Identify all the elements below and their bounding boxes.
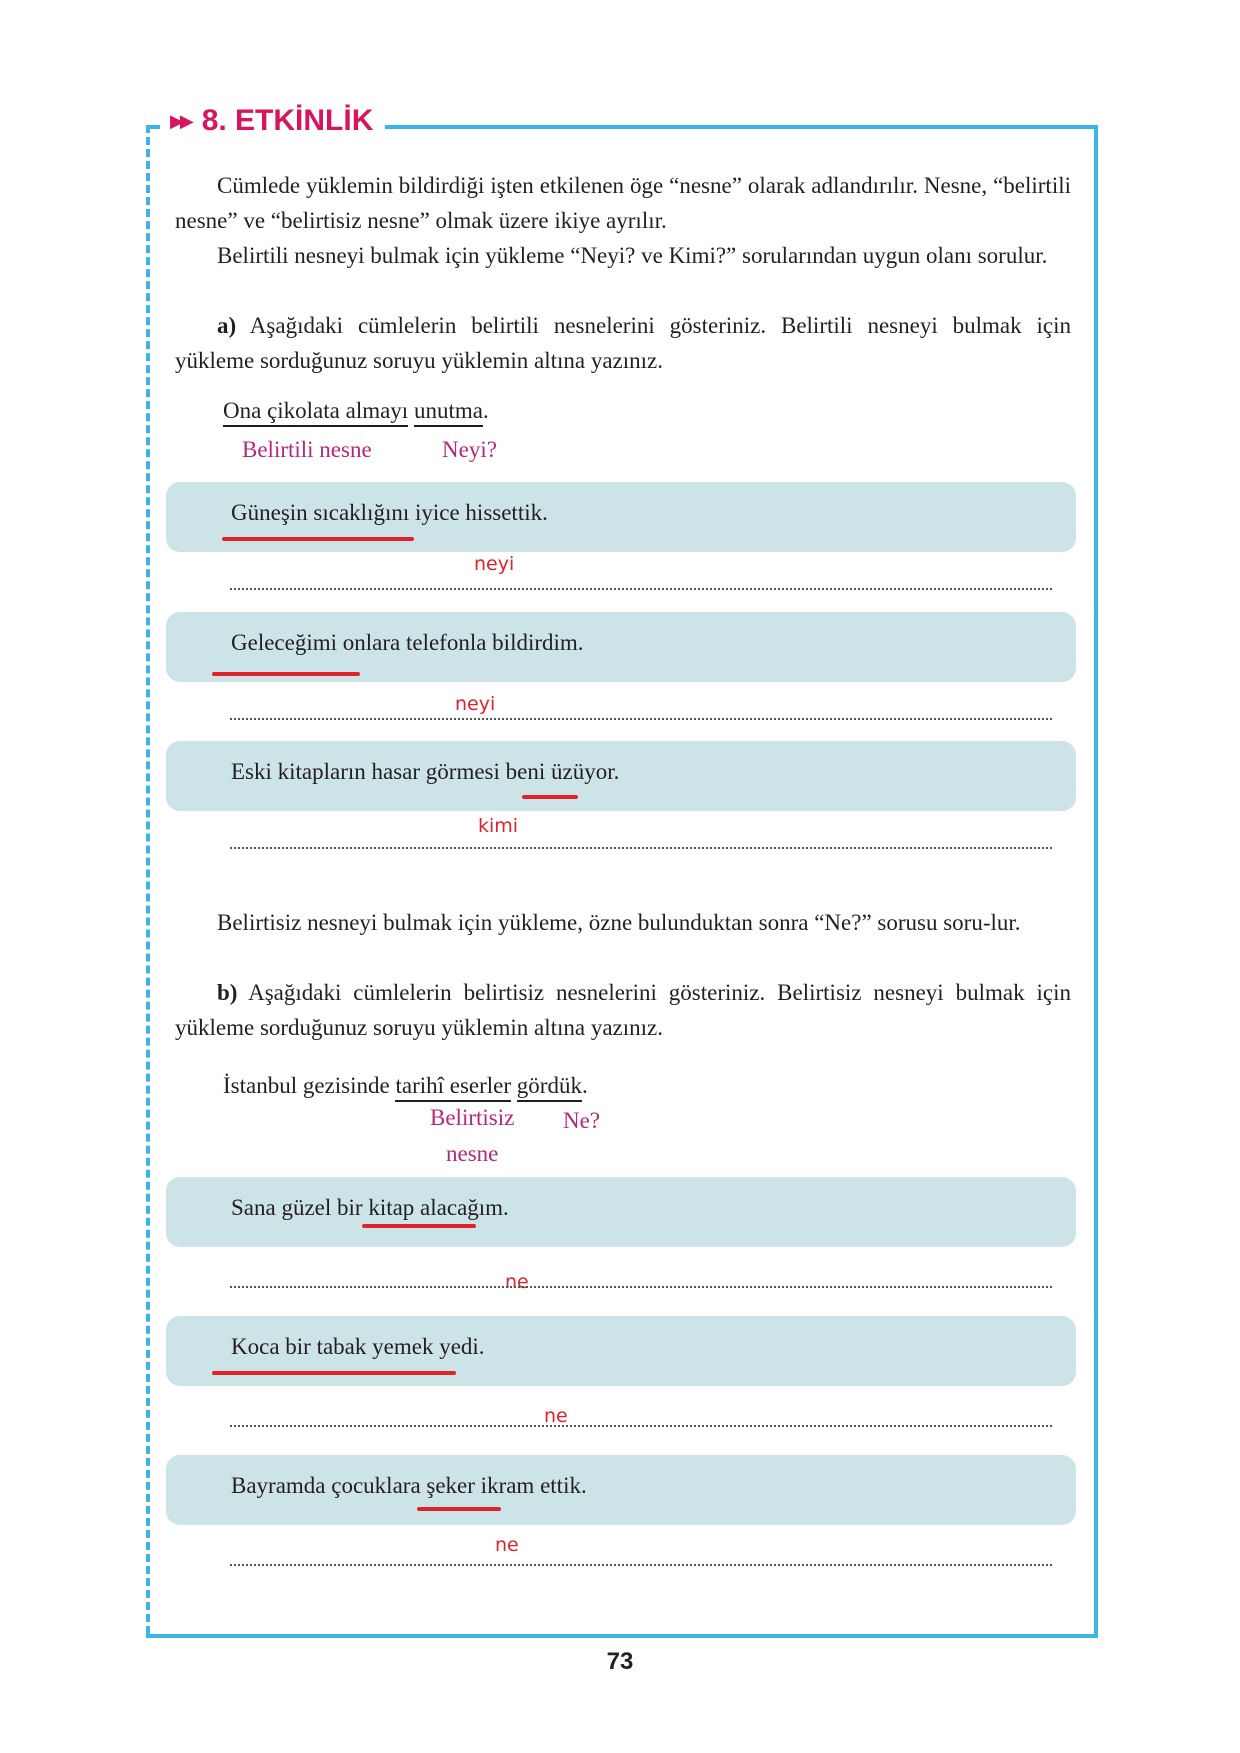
double-arrow-icon: ▶▶ — [170, 110, 190, 132]
exercise-b-1-answer-line[interactable] — [230, 1286, 1052, 1288]
info-paragraph-b: Belirtisiz nesneyi bulmak için yükleme, özne bulunduktan sonra “Ne?” sorusu soru-lur. — [217, 910, 1021, 935]
exercise-a-1-answer-line[interactable] — [230, 588, 1052, 590]
intro-paragraph-2: Belirtili nesneyi bulmak için yükleme “Neyi? ve Kimi?” sorularından uygun olanı sorulur. — [217, 243, 1048, 268]
answer-underline — [212, 672, 360, 676]
example-b-object: tarihî eserler — [395, 1073, 511, 1102]
answer-underline — [362, 1224, 476, 1228]
example-b-object-label-1: Belirtisiz — [430, 1105, 515, 1130]
example-b-object-label-2: nesne — [446, 1141, 499, 1166]
answer-underline — [212, 1371, 456, 1375]
example-a-object: Ona çikolata almayı — [223, 398, 408, 427]
exercise-b-3-sentence: Bayramda çocuklara şeker ikram ettik. — [231, 1473, 587, 1498]
answer-underline — [417, 1507, 501, 1511]
exercise-b-1-sentence: Sana güzel bir kitap alacağım. — [231, 1195, 509, 1220]
instruction-a: a) Aşağıdaki cümlelerin belirtili nesnelerini gösteriniz. Belirtili nesneyi bulmak için yükleme sorduğunuz soruyu yüklemin altına yazınız. — [175, 313, 1071, 373]
exercise-b-2-box — [166, 1316, 1076, 1386]
activity-frame-dashed-edge — [146, 125, 158, 1634]
answer-underline — [222, 537, 414, 541]
activity-header — [160, 104, 385, 138]
exercise-a-2-sentence: Geleceğimi onlara telefonla bildirdim. — [231, 630, 584, 655]
activity-frame-dashed-bottom — [146, 1630, 256, 1638]
exercise-b-1-answer: ne — [505, 1271, 529, 1293]
answer-underline — [522, 795, 578, 799]
exercise-a-3-box — [166, 741, 1076, 811]
page-number: 73 — [606, 1648, 634, 1675]
example-a-sentence: Ona çikolata almayı unutma. — [223, 398, 489, 424]
exercise-a-1-answer: neyi — [474, 553, 515, 575]
intro-paragraph-1: Cümlede yüklemin bildirdiği işten etkilenen öge “nesne” olarak adlandırılır. Nesne, “belirtili nesne” ve “belirtisiz nesne” olmak üzere ikiye ayrılır. — [175, 173, 1071, 233]
exercise-b-3-box — [166, 1455, 1076, 1525]
example-b-question-label: Ne? — [563, 1108, 601, 1133]
exercise-a-1-box — [166, 482, 1076, 552]
exercise-a-1-sentence: Güneşin sıcaklığını iyice hissettik. — [231, 500, 548, 525]
exercise-a-2-answer-line[interactable] — [230, 718, 1052, 720]
exercise-b-1-box — [166, 1177, 1076, 1247]
exercise-a-3-answer-line[interactable] — [230, 847, 1052, 849]
activity-title: 8. ETKİNLİK — [201, 104, 374, 137]
exercise-b-3-answer-line[interactable] — [230, 1564, 1052, 1566]
example-b-verb: gördük — [517, 1073, 582, 1102]
example-a-object-label: Belirtili nesne — [242, 437, 372, 462]
instruction-b: b) Aşağıdaki cümlelerin belirtisiz nesnelerini gösteriniz. Belirtisiz nesneyi bulmak için yükleme sorduğunuz soruyu yüklemin altına yazınız. — [175, 980, 1071, 1040]
exercise-a-3-answer: kimi — [478, 815, 519, 837]
example-a-verb: unutma — [414, 398, 483, 427]
exercise-a-3-sentence: Eski kitapların hasar görmesi beni üzüyor. — [231, 759, 620, 784]
example-a-question-label: Neyi? — [442, 437, 497, 462]
exercise-a-2-box — [166, 612, 1076, 682]
exercise-b-3-answer: ne — [495, 1534, 519, 1556]
exercise-b-2-answer: ne — [544, 1405, 568, 1427]
exercise-a-2-answer: neyi — [455, 693, 496, 715]
exercise-b-2-answer-line[interactable] — [230, 1425, 1052, 1427]
example-b-sentence: İstanbul gezisinde tarihî eserler gördük. — [223, 1073, 588, 1099]
exercise-b-2-sentence: Koca bir tabak yemek yedi. — [231, 1334, 485, 1359]
